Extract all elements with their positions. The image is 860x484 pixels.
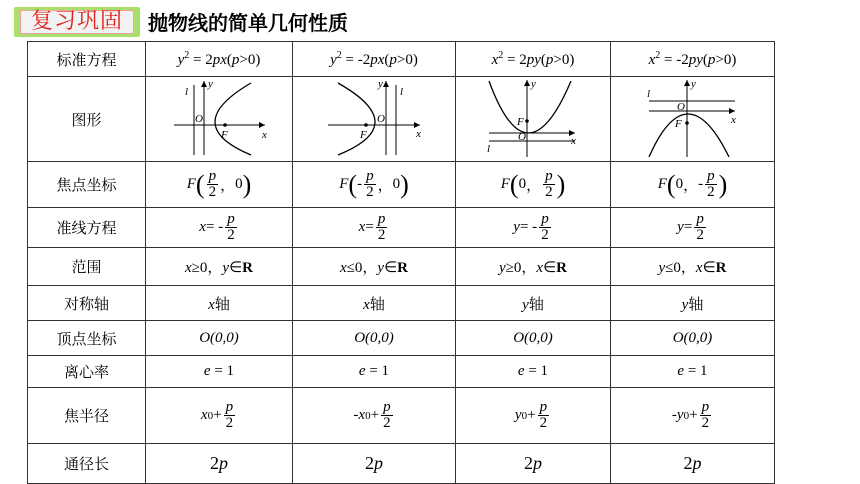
focus-frac-coord	[205, 169, 221, 200]
focus-cell	[611, 162, 775, 208]
axis-cell	[456, 286, 611, 321]
radius-var: x	[358, 407, 366, 423]
directrix-label: l	[400, 86, 404, 98]
page-title: 抛物线的简单几何性质	[148, 11, 348, 35]
focal-radius-expr	[201, 400, 237, 431]
range-var: y	[377, 260, 385, 276]
ecc-val: = 1	[210, 363, 235, 379]
focus-point	[658, 169, 728, 200]
focus-sep: ，	[683, 178, 699, 194]
fraction-numerator: p	[541, 211, 549, 227]
axis-var: x	[363, 296, 370, 313]
fraction-numerator: p	[227, 211, 235, 227]
ecc-var: e	[517, 363, 525, 379]
directrix-sign: =	[365, 219, 374, 235]
eq-var: x	[491, 51, 499, 68]
directrix-sign: =	[683, 219, 693, 235]
fraction-numerator: p	[696, 211, 704, 227]
focus-label: F	[517, 116, 524, 128]
standard-equation-cell	[611, 42, 775, 77]
x-axis-label: x	[262, 129, 267, 141]
focus-point	[501, 169, 566, 200]
paren-right: )	[556, 169, 566, 199]
axis-var: y	[522, 296, 529, 313]
review-badge	[14, 7, 140, 37]
ecc-val: = 1	[365, 363, 390, 379]
range-var: y	[222, 260, 230, 276]
range-ineq: ≤0，	[665, 260, 696, 276]
directrix-var: y	[677, 219, 684, 235]
focus-letter: F	[339, 176, 349, 192]
latus-value	[684, 453, 702, 473]
directrix-var: y	[513, 219, 520, 235]
range-in: ∈	[543, 260, 557, 276]
focus-frac-coord	[541, 169, 557, 200]
origin-label: O	[518, 131, 526, 143]
range-set: R	[397, 260, 408, 276]
axis-word: 轴	[369, 296, 385, 313]
directrix-sign: = -	[205, 219, 224, 235]
focus-label: F	[360, 129, 367, 141]
latus-var: p	[692, 453, 702, 473]
focus-point	[339, 169, 409, 200]
eq-exponent: 2	[498, 49, 504, 61]
range-var: y	[499, 260, 506, 276]
y-axis-label: y	[378, 78, 383, 90]
range-set: R	[715, 260, 727, 276]
axis-cell	[146, 286, 293, 321]
row-eccentricity	[28, 356, 775, 388]
fraction-denominator: 2	[696, 227, 704, 243]
ecc-var: e	[203, 363, 211, 379]
eq-param: p	[707, 51, 716, 68]
fraction-numerator: p	[545, 168, 553, 184]
paren-left: (	[348, 169, 358, 199]
ecc-var: e	[677, 363, 685, 379]
row-label: 范围	[28, 248, 146, 286]
range-var: x	[185, 260, 192, 276]
ecc-val: = 1	[684, 363, 708, 379]
radius-var: y	[514, 407, 522, 423]
vertex-value: O(0,0)	[513, 329, 553, 346]
eq-paren: (	[540, 51, 546, 68]
parabola-up-graph	[483, 77, 583, 157]
row-label: 离心率	[28, 356, 146, 388]
axis-word: 轴	[528, 296, 544, 313]
directrix-cell	[293, 208, 456, 248]
vertex-cell	[611, 321, 775, 356]
axis-cell	[611, 286, 775, 321]
row-label: 图形	[28, 77, 146, 162]
row-label: 顶点坐标	[28, 321, 146, 356]
range-ineq: ≥0，	[191, 260, 223, 276]
fraction-denominator: 2	[208, 184, 217, 200]
row-standard-equation	[28, 42, 775, 77]
origin-label: O	[195, 113, 203, 125]
range-set: R	[242, 260, 253, 276]
eq-param: p	[389, 51, 397, 68]
eq-exponent: 2	[184, 49, 190, 61]
latus-cell	[293, 444, 456, 484]
fraction-denominator: 2	[366, 184, 374, 200]
fraction	[224, 400, 236, 431]
vertex-value: O(0,0)	[199, 329, 239, 346]
range-cell	[293, 248, 456, 286]
latus-var: p	[374, 453, 383, 473]
range-in: ∈	[384, 260, 398, 276]
paren-left: (	[195, 169, 205, 199]
eq-var: x	[648, 51, 656, 68]
x-axis-label: x	[571, 135, 576, 147]
ecc-val: = 1	[524, 363, 549, 379]
directrix-eq	[199, 212, 238, 243]
axis-var: x	[208, 296, 215, 313]
range-var: x	[695, 260, 703, 276]
directrix-cell	[456, 208, 611, 248]
range-set: R	[556, 260, 567, 276]
eq-term: py	[688, 51, 703, 68]
directrix-label: l	[185, 86, 189, 98]
latus-value	[210, 453, 228, 473]
graph-cell	[146, 77, 293, 162]
radius-plus: +	[370, 407, 380, 423]
radius-plus: +	[213, 407, 222, 423]
y-axis-label: y	[531, 78, 536, 90]
eq-coef: = 2	[503, 51, 527, 68]
eccentricity-cell	[611, 356, 775, 388]
directrix-cell	[146, 208, 293, 248]
focal-radius-expr	[515, 400, 551, 431]
row-label: 标准方程	[28, 42, 146, 77]
vertex-value: O(0,0)	[672, 329, 713, 346]
radius-sub: 0	[207, 409, 214, 422]
directrix-eq	[359, 212, 390, 243]
graph-cell	[293, 77, 456, 162]
range-in: ∈	[229, 260, 243, 276]
latus-var: p	[219, 453, 228, 473]
range-cell	[146, 248, 293, 286]
fraction	[538, 400, 550, 431]
focus-sep: ，	[220, 178, 236, 194]
fraction-numerator: p	[366, 168, 374, 184]
standard-equation-cell	[456, 42, 611, 77]
range-ineq: ≥0，	[505, 260, 537, 276]
y-axis-label: y	[208, 78, 213, 90]
fraction-numerator: p	[707, 168, 715, 184]
directrix-label: l	[646, 88, 650, 100]
focal-radius-cell	[293, 388, 456, 444]
x-axis-label: x	[416, 128, 421, 140]
fraction	[381, 400, 393, 431]
focus-letter: F	[500, 176, 510, 192]
eq-var: y	[330, 51, 337, 68]
focus-letter: F	[186, 176, 196, 192]
row-vertex	[28, 321, 775, 356]
range-cell	[456, 248, 611, 286]
eq-cond: >0)	[396, 51, 418, 68]
latus-var: p	[533, 453, 542, 473]
focus-label: F	[221, 129, 228, 141]
range-var: x	[536, 260, 544, 276]
radius-plus: +	[527, 407, 536, 423]
fraction-denominator: 2	[707, 184, 715, 200]
eq-coef: = -2	[341, 51, 371, 68]
radius-sign: -	[353, 407, 359, 423]
fraction	[376, 212, 388, 243]
focus-frac-coord: - $\frac{p}{2}$	[698, 168, 715, 200]
focal-radius-expr	[353, 400, 394, 431]
parabola-right-graph	[169, 77, 269, 157]
eq-paren: (	[384, 51, 390, 68]
review-badge-text: 复习巩固	[20, 10, 134, 34]
directrix-eq	[513, 212, 552, 243]
fraction-denominator: 2	[701, 415, 710, 431]
focus-cell	[146, 162, 293, 208]
eq-cond: >0)	[239, 51, 261, 68]
row-latus-rectum	[28, 444, 775, 484]
standard-equation-cell	[293, 42, 456, 77]
fraction-denominator: 2	[225, 415, 234, 431]
axis-word: 轴	[688, 296, 704, 313]
row-label: 准线方程	[28, 208, 146, 248]
eq-var: y	[177, 51, 185, 68]
fraction	[225, 212, 237, 243]
fraction	[705, 169, 717, 200]
latus-num: 2	[524, 453, 533, 473]
eq-term: py	[526, 51, 541, 68]
fraction	[207, 169, 219, 200]
latus-cell	[456, 444, 611, 484]
focus-label: F	[674, 118, 682, 130]
fraction-numerator: p	[225, 399, 234, 415]
eq-coef: = -2	[660, 51, 689, 68]
radius-sub: 0	[683, 409, 690, 422]
directrix-sign: = -	[519, 219, 538, 235]
eq-paren: (	[226, 51, 232, 68]
row-label: 对称轴	[28, 286, 146, 321]
eccentricity-cell	[456, 356, 611, 388]
directrix-eq	[677, 212, 708, 243]
row-focus	[28, 162, 775, 208]
latus-num: 2	[683, 453, 693, 473]
fraction	[694, 212, 706, 243]
standard-equation-cell	[146, 42, 293, 77]
parabola-properties-table	[27, 41, 775, 484]
vertex-value: O(0,0)	[354, 329, 394, 346]
focal-radius-cell	[611, 388, 775, 444]
radius-var: y	[676, 407, 684, 423]
directrix-var: x	[358, 219, 366, 235]
eq-exponent: 2	[655, 49, 661, 61]
focus-point	[187, 169, 252, 200]
row-label: 焦点坐标	[28, 162, 146, 208]
row-directrix	[28, 208, 775, 248]
origin-label: O	[676, 101, 685, 113]
row-range	[28, 248, 775, 286]
latus-num: 2	[365, 453, 374, 473]
graph-cell	[456, 77, 611, 162]
parabola-down-graph	[643, 77, 743, 157]
radius-plus: +	[689, 407, 698, 423]
row-focal-radius	[28, 388, 775, 444]
paren-right: )	[400, 169, 409, 199]
fraction-denominator: 2	[377, 227, 386, 243]
focus-frac-coord: - $\frac{p}{2}$	[357, 168, 374, 200]
fraction-denominator: 2	[227, 227, 235, 243]
eq-paren: (	[702, 51, 708, 68]
directrix-var: x	[199, 219, 206, 235]
fraction-numerator: p	[701, 399, 710, 415]
range-ineq: ≤0，	[346, 260, 378, 276]
focal-radius-cell	[146, 388, 293, 444]
fraction	[700, 400, 712, 431]
row-graph	[28, 77, 775, 162]
radius-sub: 0	[365, 409, 371, 422]
focus-sep: ，	[377, 178, 393, 194]
axis-var: y	[681, 296, 689, 313]
latus-cell	[611, 444, 775, 484]
focus-zero-coord: 0	[392, 176, 401, 192]
row-label: 焦半径	[28, 388, 146, 444]
latus-value	[524, 453, 542, 473]
focus-zero-coord: 0	[235, 176, 243, 192]
vertex-cell	[456, 321, 611, 356]
x-axis-label: x	[730, 114, 736, 126]
fraction-numerator: p	[208, 168, 217, 184]
focus-sep: ，	[526, 178, 542, 194]
range-in: ∈	[702, 260, 716, 276]
axis-word: 轴	[214, 296, 230, 313]
range-var: x	[340, 260, 347, 276]
focus-cell	[293, 162, 456, 208]
eq-cond: >0)	[553, 51, 575, 68]
focus-zero-coord: 0	[518, 176, 527, 192]
eq-param: p	[231, 51, 240, 68]
radius-var: x	[200, 407, 208, 423]
eq-param: p	[545, 51, 554, 68]
focus-letter: F	[657, 176, 667, 192]
row-axis	[28, 286, 775, 321]
axis-cell	[293, 286, 456, 321]
fraction-denominator: 2	[539, 415, 548, 431]
fraction-numerator: p	[539, 399, 548, 415]
latus-value	[365, 453, 383, 473]
fraction	[364, 169, 376, 200]
latus-num: 2	[210, 453, 219, 473]
y-axis-label: y	[690, 78, 696, 90]
fraction-numerator: p	[383, 399, 391, 415]
range-var: y	[658, 260, 666, 276]
focal-radius-expr	[672, 400, 713, 431]
directrix-label: l	[487, 143, 491, 155]
eq-exponent: 2	[336, 49, 342, 61]
paren-left: (	[666, 169, 676, 199]
eq-coef: = 2	[189, 51, 213, 68]
graph-cell	[611, 77, 775, 162]
row-label: 通径长	[28, 444, 146, 484]
fraction-denominator: 2	[541, 227, 549, 243]
paren-right: )	[242, 169, 252, 199]
directrix-cell	[611, 208, 775, 248]
focus-zero-coord: 0	[675, 176, 684, 192]
eq-term: px	[212, 51, 227, 68]
fraction	[539, 212, 551, 243]
parabola-left-graph	[324, 77, 424, 157]
ecc-var: e	[358, 363, 366, 379]
eccentricity-cell	[146, 356, 293, 388]
origin-label: O	[377, 113, 385, 125]
fraction	[543, 169, 555, 200]
fraction-denominator: 2	[383, 415, 391, 431]
radius-sub: 0	[521, 409, 528, 422]
radius-sign: -	[671, 407, 677, 423]
fraction-numerator: p	[377, 211, 386, 227]
range-cell	[611, 248, 775, 286]
latus-cell	[146, 444, 293, 484]
focus-cell	[456, 162, 611, 208]
paren-left: (	[509, 169, 519, 199]
eq-cond: >0)	[715, 51, 737, 68]
vertex-cell	[293, 321, 456, 356]
eccentricity-cell	[293, 356, 456, 388]
vertex-cell	[146, 321, 293, 356]
eq-term: px	[370, 51, 385, 68]
focal-radius-cell	[456, 388, 611, 444]
paren-right: )	[718, 169, 728, 199]
fraction-denominator: 2	[545, 184, 553, 200]
